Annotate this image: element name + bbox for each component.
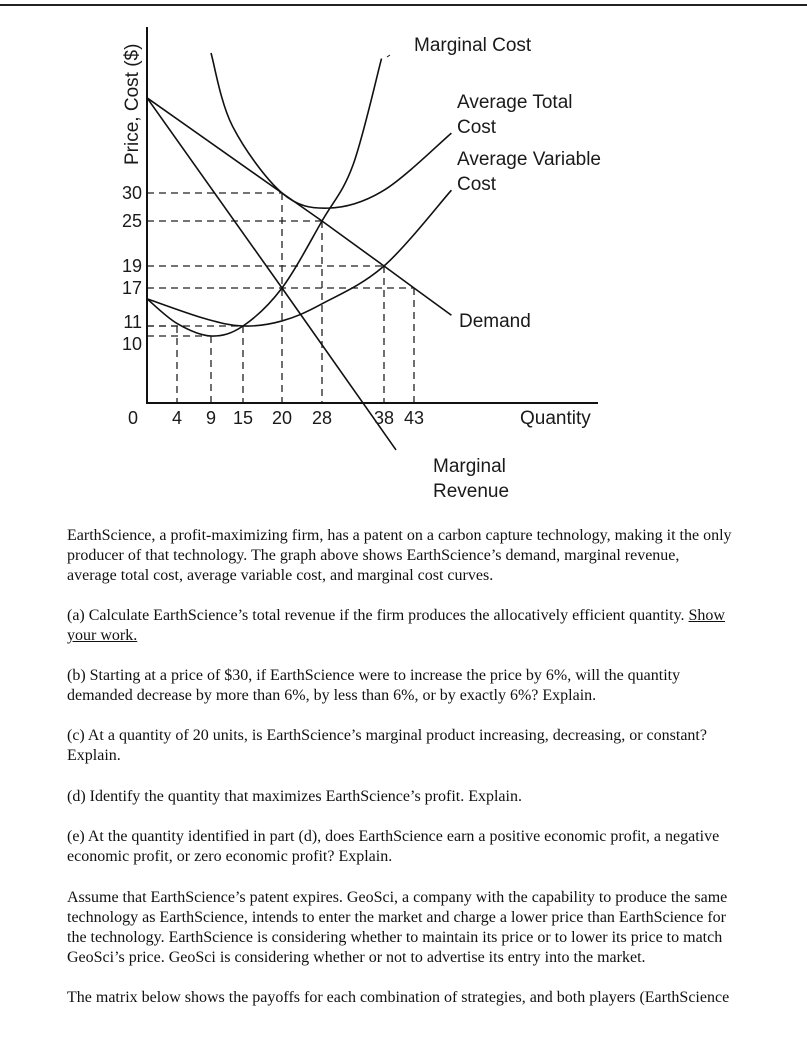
origin-label: 0 <box>128 408 139 428</box>
demand-curve <box>147 98 451 315</box>
x-tick-label-20: 20 <box>271 408 293 428</box>
intro-line: producer of that technology. The graph above shows EarthScience’s demand, marginal revenue, <box>67 547 680 564</box>
x-tick-label-43: 43 <box>403 408 425 428</box>
matrix-paragraph <box>67 988 729 1008</box>
question-e-line: (e) At the quantity identified in part (d), does EarthScience earn a positive economic profit, a negative <box>67 828 720 845</box>
y-tick-label-19: 19 <box>121 256 142 276</box>
assume-line: technology as EarthScience, intends to enter the market and charge a lower price than EarthScience for <box>67 909 726 926</box>
y-tick-label-25: 25 <box>121 211 142 231</box>
x-tick-label-9: 9 <box>205 408 217 428</box>
y-tick-label-11: 11 <box>123 312 142 332</box>
show-work-instruction-cont: your work. <box>67 627 138 644</box>
x-tick-label-15: 15 <box>232 408 254 428</box>
atc-label-line1: Average Total <box>457 92 573 113</box>
marginal-cost-label: Marginal Cost <box>414 35 532 56</box>
y-axis-label: Price, Cost ($) <box>122 43 143 165</box>
question-b-line: demanded decrease by more than 6%, by less than 6%, or by exactly 6%? Explain. <box>67 687 597 704</box>
avc-label-line2: Cost <box>457 174 497 195</box>
average-variable-cost-curve <box>147 190 451 326</box>
question-b-line: (b) Starting at a price of $30, if EarthScience were to increase the price by 6%, will the quantity <box>67 667 681 684</box>
assume-line: the technology. EarthScience is considering whether to maintain its price or to lower its price to match <box>67 929 723 946</box>
mr-label-line1: Marginal <box>433 456 506 477</box>
x-tick-label-4: 4 <box>171 408 183 428</box>
mr-label-line2: Revenue <box>433 481 510 502</box>
x-tick-label-28: 28 <box>311 408 333 428</box>
avc-label-line1: Average Variable <box>457 149 602 170</box>
mc-label-leader <box>387 55 390 57</box>
intro-paragraph <box>67 526 732 586</box>
question-b <box>67 666 680 706</box>
question-c <box>67 726 707 766</box>
x-axis-label: Quantity <box>520 408 591 429</box>
intro-line: average total cost, average variable cost, and marginal cost curves. <box>67 567 494 584</box>
question-c-line: (c) At a quantity of 20 units, is EarthScience’s marginal product increasing, decreasing, or constant? <box>67 727 707 744</box>
matrix-line: The matrix below shows the payoffs for each combination of strategies, and both players (EarthScience <box>67 989 730 1006</box>
question-a <box>67 606 725 646</box>
atc-label-line2: Cost <box>457 117 497 138</box>
x-tick-label-38: 38 <box>373 408 395 428</box>
question-c-line: Explain. <box>67 747 121 764</box>
y-tick-label-17: 17 <box>121 278 142 298</box>
cost-curves-chart <box>0 0 807 510</box>
y-tick-label-10: 10 <box>121 334 142 354</box>
question-d-line: (d) Identify the quantity that maximizes EarthScience’s profit. Explain. <box>67 788 522 805</box>
demand-label: Demand <box>459 311 531 332</box>
assume-line: Assume that EarthScience’s patent expires. GeoSci, a company with the capability to produce the same <box>67 889 728 906</box>
marginal-revenue-curve <box>147 98 396 450</box>
intro-line: EarthScience, a profit-maximizing firm, has a patent on a carbon capture technology, making it the only <box>67 527 732 544</box>
question-a-text: (a) Calculate EarthScience’s total revenue if the firm produces the allocatively efficient quantity. <box>67 607 689 624</box>
question-e-line: economic profit, or zero economic profit? Explain. <box>67 848 393 865</box>
average-total-cost-curve <box>211 53 451 208</box>
assume-line: GeoSci’s price. GeoSci is considering whether or not to advertise its entry into the market. <box>67 949 646 966</box>
assume-paragraph <box>67 888 727 968</box>
question-e <box>67 827 719 867</box>
marginal-cost-curve <box>147 59 382 336</box>
y-tick-label-30: 30 <box>121 183 142 203</box>
question-d <box>67 787 522 807</box>
show-work-instruction: Show <box>688 607 725 624</box>
